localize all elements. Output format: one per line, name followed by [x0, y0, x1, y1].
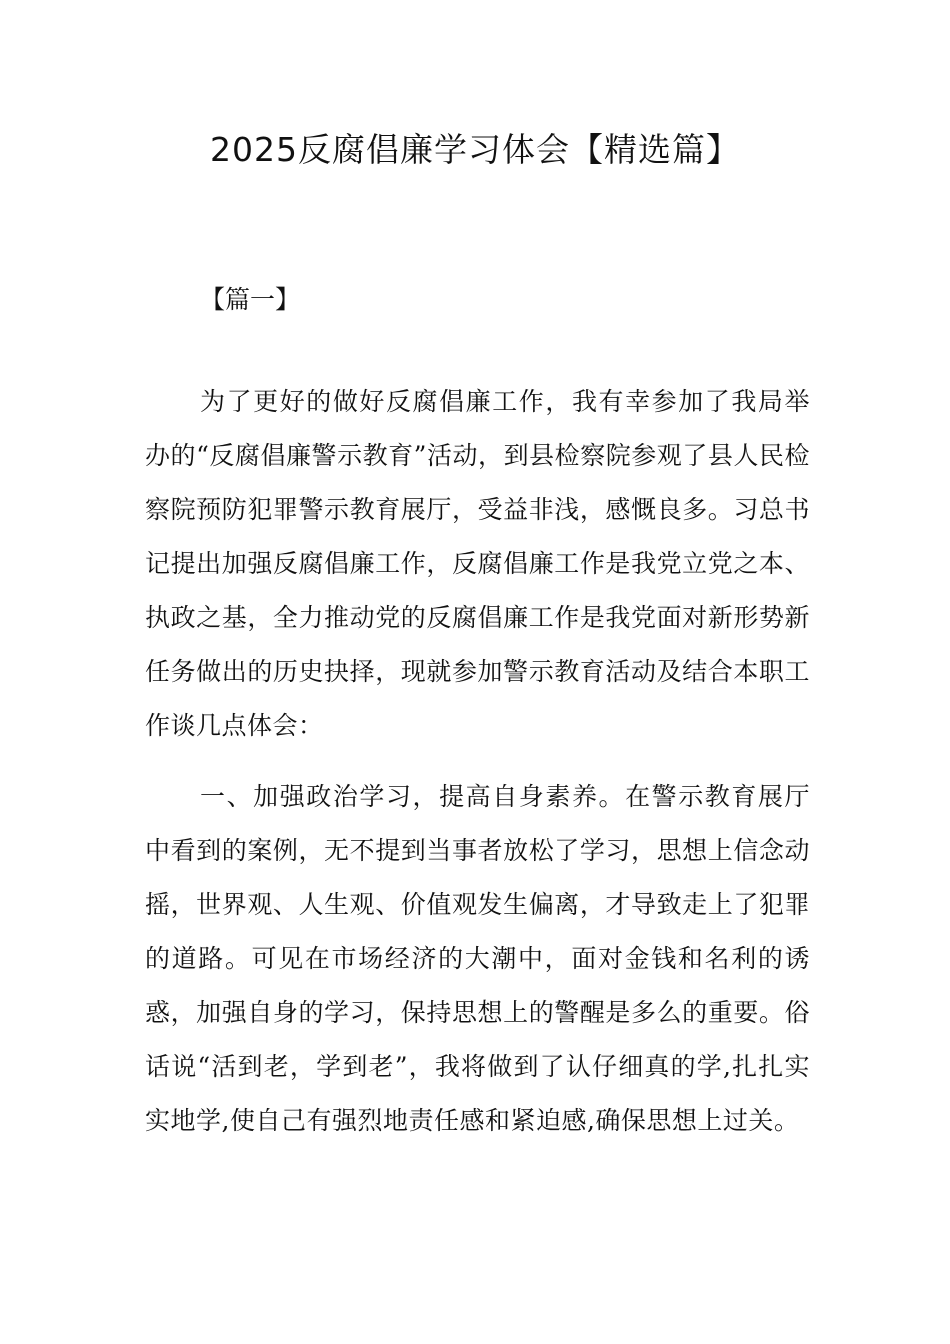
paragraph-point-one: 一、加强政治学习，提高自身素养。在警示教育展厅中看到的案例，无不提到当事者放松了学习，思想上信念动摇，世界观、人生观、价值观发生偏离，才导致走上了犯罪的道路。可见在市场经济的大潮中，面对金钱和名利的诱惑，加强自身的学习，保持思想上的警醒是多么的重要。俗话说“活到老，学到老”，我将做到了认仔细真的学,扎扎实实地学,使自己有强烈地责任感和紧迫感,确保思想上过关。	[145, 782, 810, 1135]
section-heading: 【篇一】	[200, 285, 301, 314]
paragraph-intro: 为了更好的做好反腐倡廉工作，我有幸参加了我局举办的“反腐倡廉警示教育”活动，到县检察院参观了县人民检察院预防犯罪警示教育展厅，受益非浅，感慨良多。习总书记提出加强反腐倡廉工作，反腐倡廉工作是我党立党之本、执政之基，全力推动党的反腐倡廉工作是我党面对新形势新任务做出的历史抉择，现就参加警示教育活动及结合本职工作谈几点体会：	[145, 387, 810, 740]
document-title: 2025反腐倡廉学习体会【精选篇】	[210, 130, 740, 169]
